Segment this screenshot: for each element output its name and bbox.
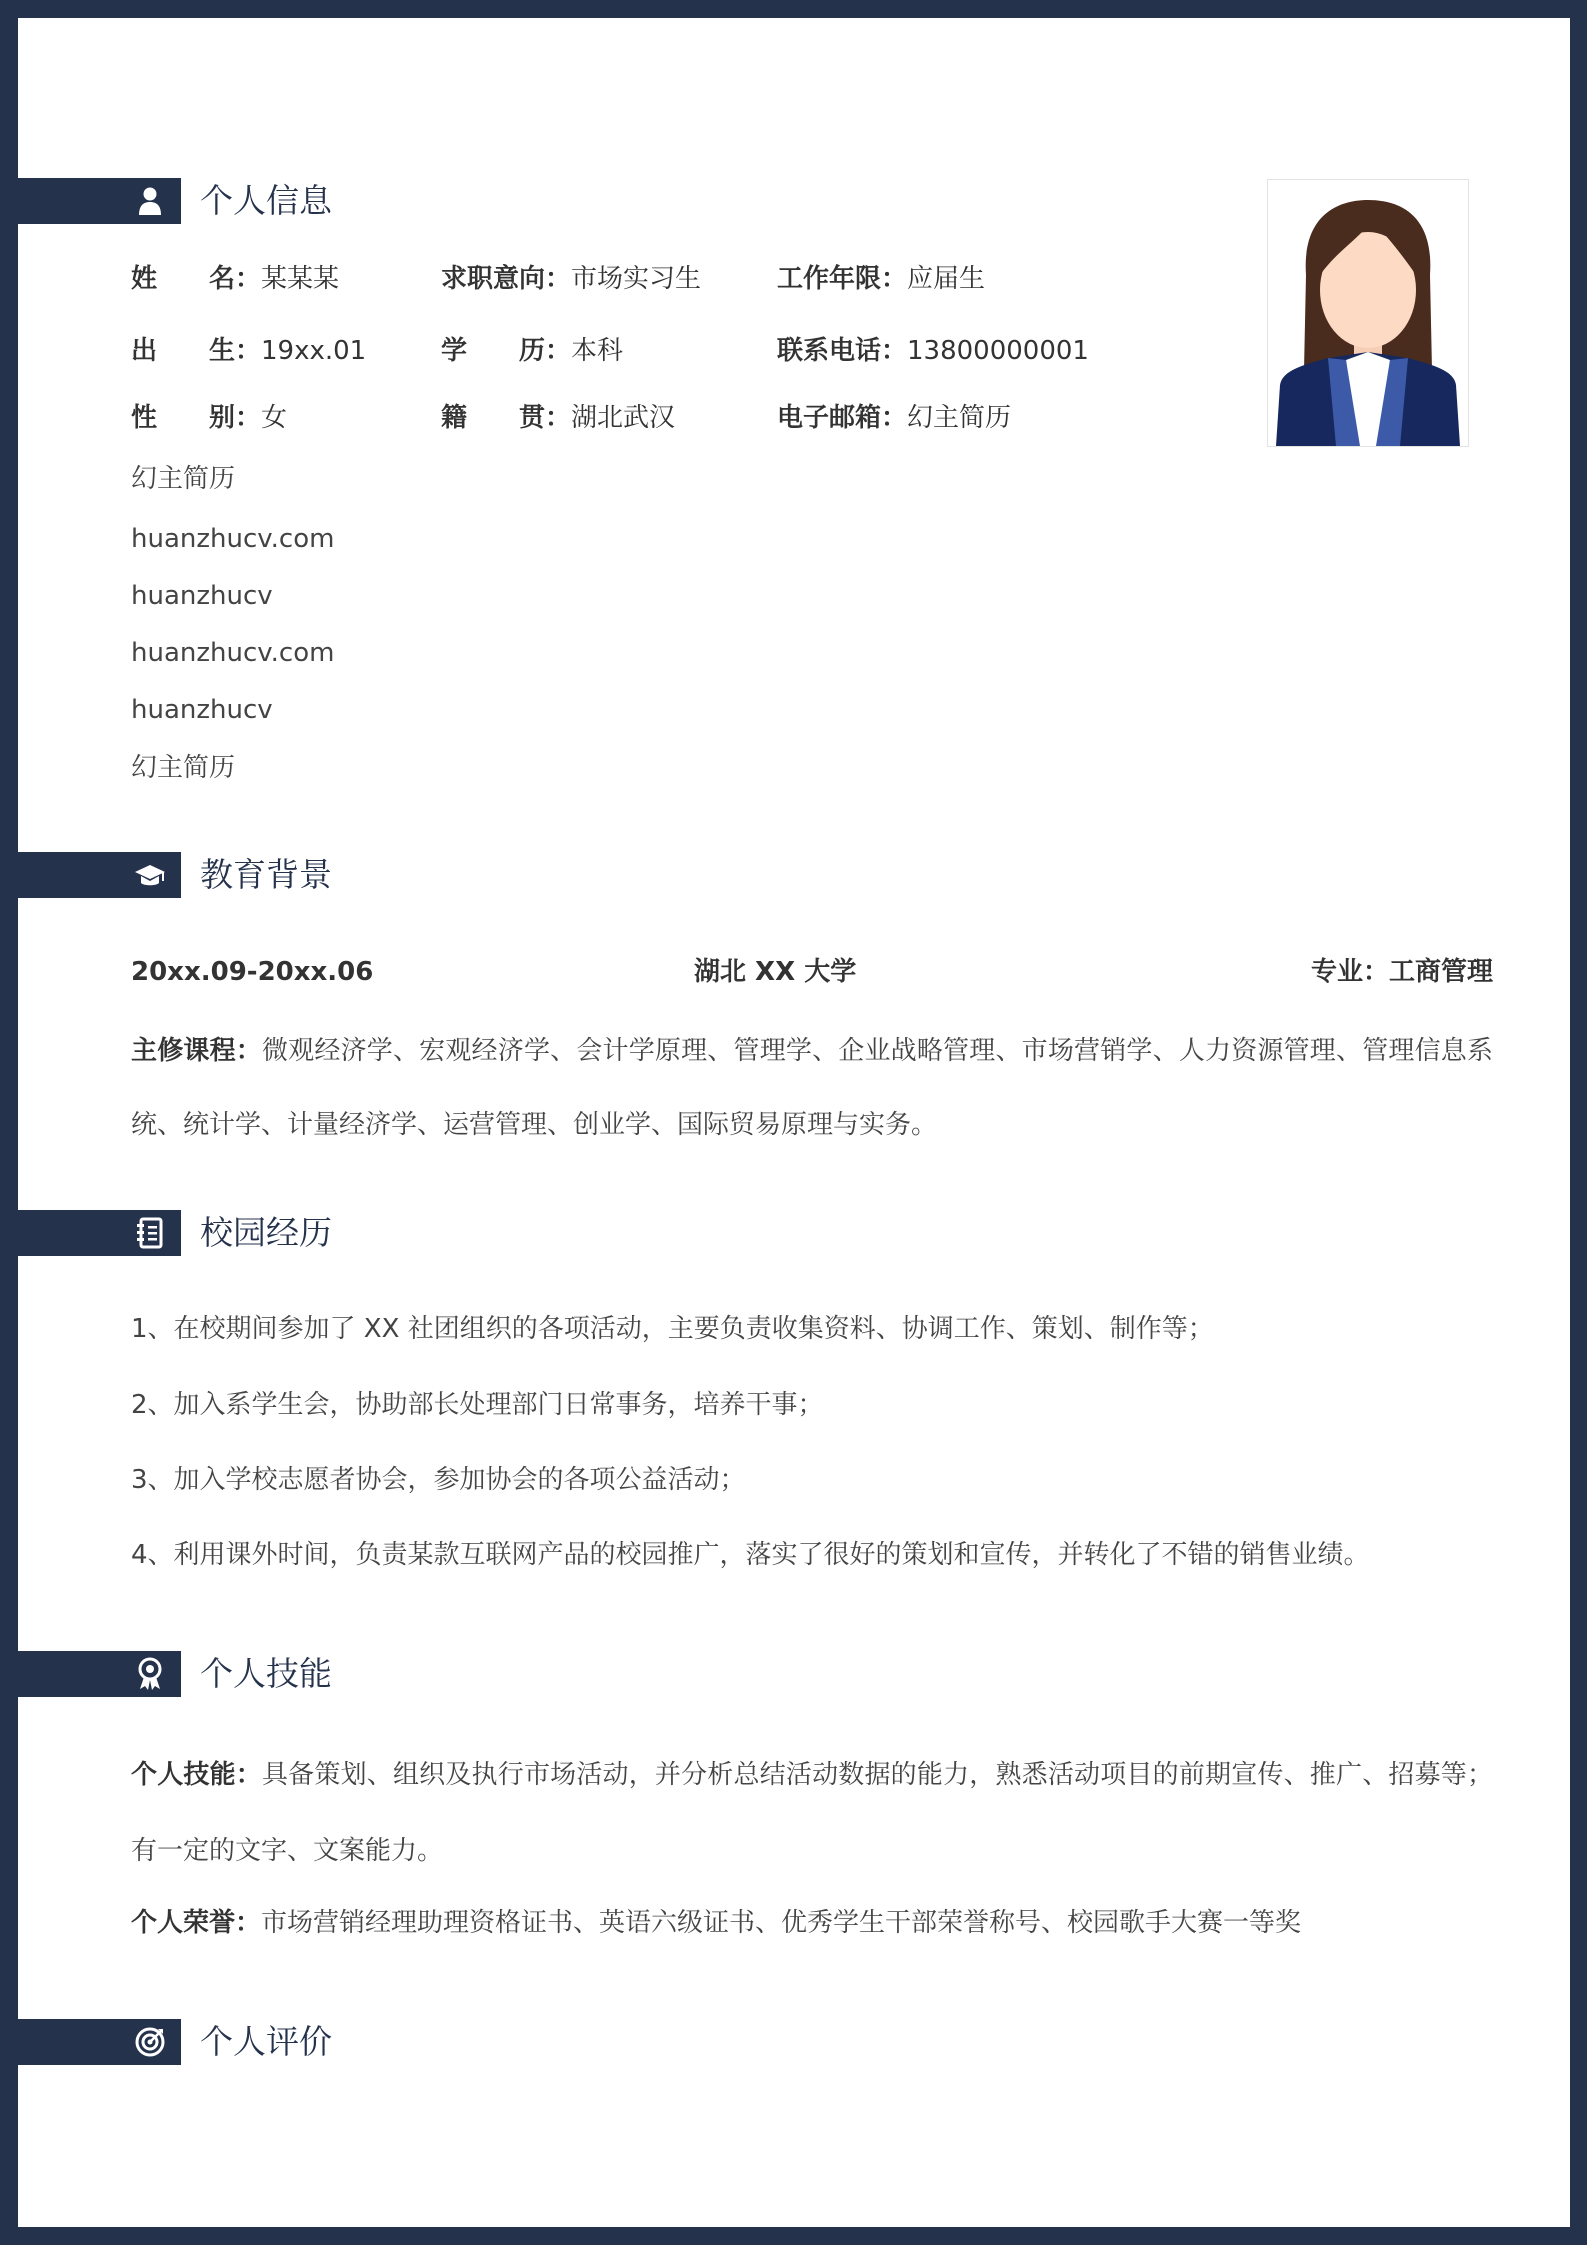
- campus-item: 1、在校期间参加了 XX 社团组织的各项活动，主要负责收集资料、协调工作、策划、制作等；: [131, 1314, 1214, 1344]
- notebook-icon: [133, 1216, 167, 1250]
- birth-label: 出 生：: [131, 336, 262, 366]
- name-value: 某某某: [261, 264, 340, 294]
- major-label: 专业：: [1310, 957, 1389, 987]
- skill-text: 具备策划、组织及执行市场活动，并分析总结活动数据的能力，熟悉活动项目的前期宣传、推广、招募等；有一定的文字、文案能力。: [131, 1760, 1493, 1866]
- email-value: 幻主简历: [907, 403, 1012, 433]
- section-title: 校园经历: [200, 1213, 332, 1252]
- section-bar: [18, 2019, 181, 2065]
- section-title: 教育背景: [200, 855, 332, 894]
- gender-label: 性 别：: [131, 403, 262, 433]
- edu-school: 湖北 XX 大学: [694, 957, 857, 987]
- phone-label: 联系电话：: [777, 336, 908, 366]
- section-bar: [18, 852, 181, 898]
- campus-item: 2、加入系学生会，协助部长处理部门日常事务，培养干事；: [131, 1390, 824, 1420]
- extra-line: huanzhucv: [131, 581, 273, 611]
- user-icon: [133, 184, 167, 218]
- section-title: 个人技能: [200, 1654, 332, 1693]
- section-title: 个人信息: [200, 181, 332, 220]
- honor-text: [131, 1905, 1301, 1941]
- edu-courses: [131, 1014, 1493, 1162]
- name-label: 姓 名：: [131, 264, 262, 294]
- avatar-photo: [1267, 179, 1469, 447]
- graduation-cap-icon: [133, 858, 167, 892]
- edu-period: 20xx.09-20xx.06: [131, 957, 374, 987]
- target-icon: [133, 2025, 167, 2059]
- intent-label: 求职意向：: [441, 264, 572, 294]
- campus-item: 4、利用课外时间，负责某款互联网产品的校园推广，落实了很好的策划和宣传，并转化了不错的销售业绩。: [131, 1540, 1370, 1570]
- honor-label: 个人荣誉：: [131, 1908, 262, 1938]
- section-bar: [18, 178, 181, 224]
- years-label: 工作年限：: [777, 264, 908, 294]
- skill-label: 个人技能：: [131, 1760, 262, 1790]
- years-value: 应届生: [907, 264, 986, 294]
- extra-line: huanzhucv.com: [131, 638, 335, 668]
- email-label: 电子邮箱：: [777, 403, 908, 433]
- origin-value: 湖北武汉: [571, 403, 676, 433]
- edu-major: [1311, 954, 1493, 990]
- extra-line: 幻主简历: [131, 464, 236, 494]
- courses-text: 微观经济学、宏观经济学、会计学原理、管理学、企业战略管理、市场营销学、人力资源管理、管理信息系统、统计学、计量经济学、运营管理、创业学、国际贸易原理与实务。: [131, 1036, 1493, 1140]
- campus-item: 3、加入学校志愿者协会，参加协会的各项公益活动；: [131, 1465, 746, 1495]
- section-bar: [18, 1651, 181, 1697]
- phone-value: 13800000001: [907, 336, 1089, 366]
- courses-label: 主修课程：: [131, 1036, 262, 1066]
- major-value: 工商管理: [1388, 957, 1493, 987]
- intent-value: 市场实习生: [571, 264, 702, 294]
- extra-line: 幻主简历: [131, 753, 236, 783]
- resume-page: [18, 18, 1570, 2227]
- origin-label: 籍 贯：: [441, 403, 572, 433]
- degree-value: 本科: [571, 336, 624, 366]
- birth-value: 19xx.01: [261, 336, 367, 366]
- extra-line: huanzhucv.com: [131, 524, 335, 554]
- extra-line: huanzhucv: [131, 695, 273, 725]
- skills-text: [131, 1737, 1493, 1889]
- honor-value: 市场营销经理助理资格证书、英语六级证书、优秀学生干部荣誉称号、校园歌手大赛一等奖: [261, 1908, 1302, 1938]
- gender-value: 女: [261, 403, 288, 433]
- award-ribbon-icon: [133, 1657, 167, 1691]
- section-bar: [18, 1210, 181, 1256]
- degree-label: 学 历：: [441, 336, 572, 366]
- section-title: 个人评价: [200, 2022, 332, 2061]
